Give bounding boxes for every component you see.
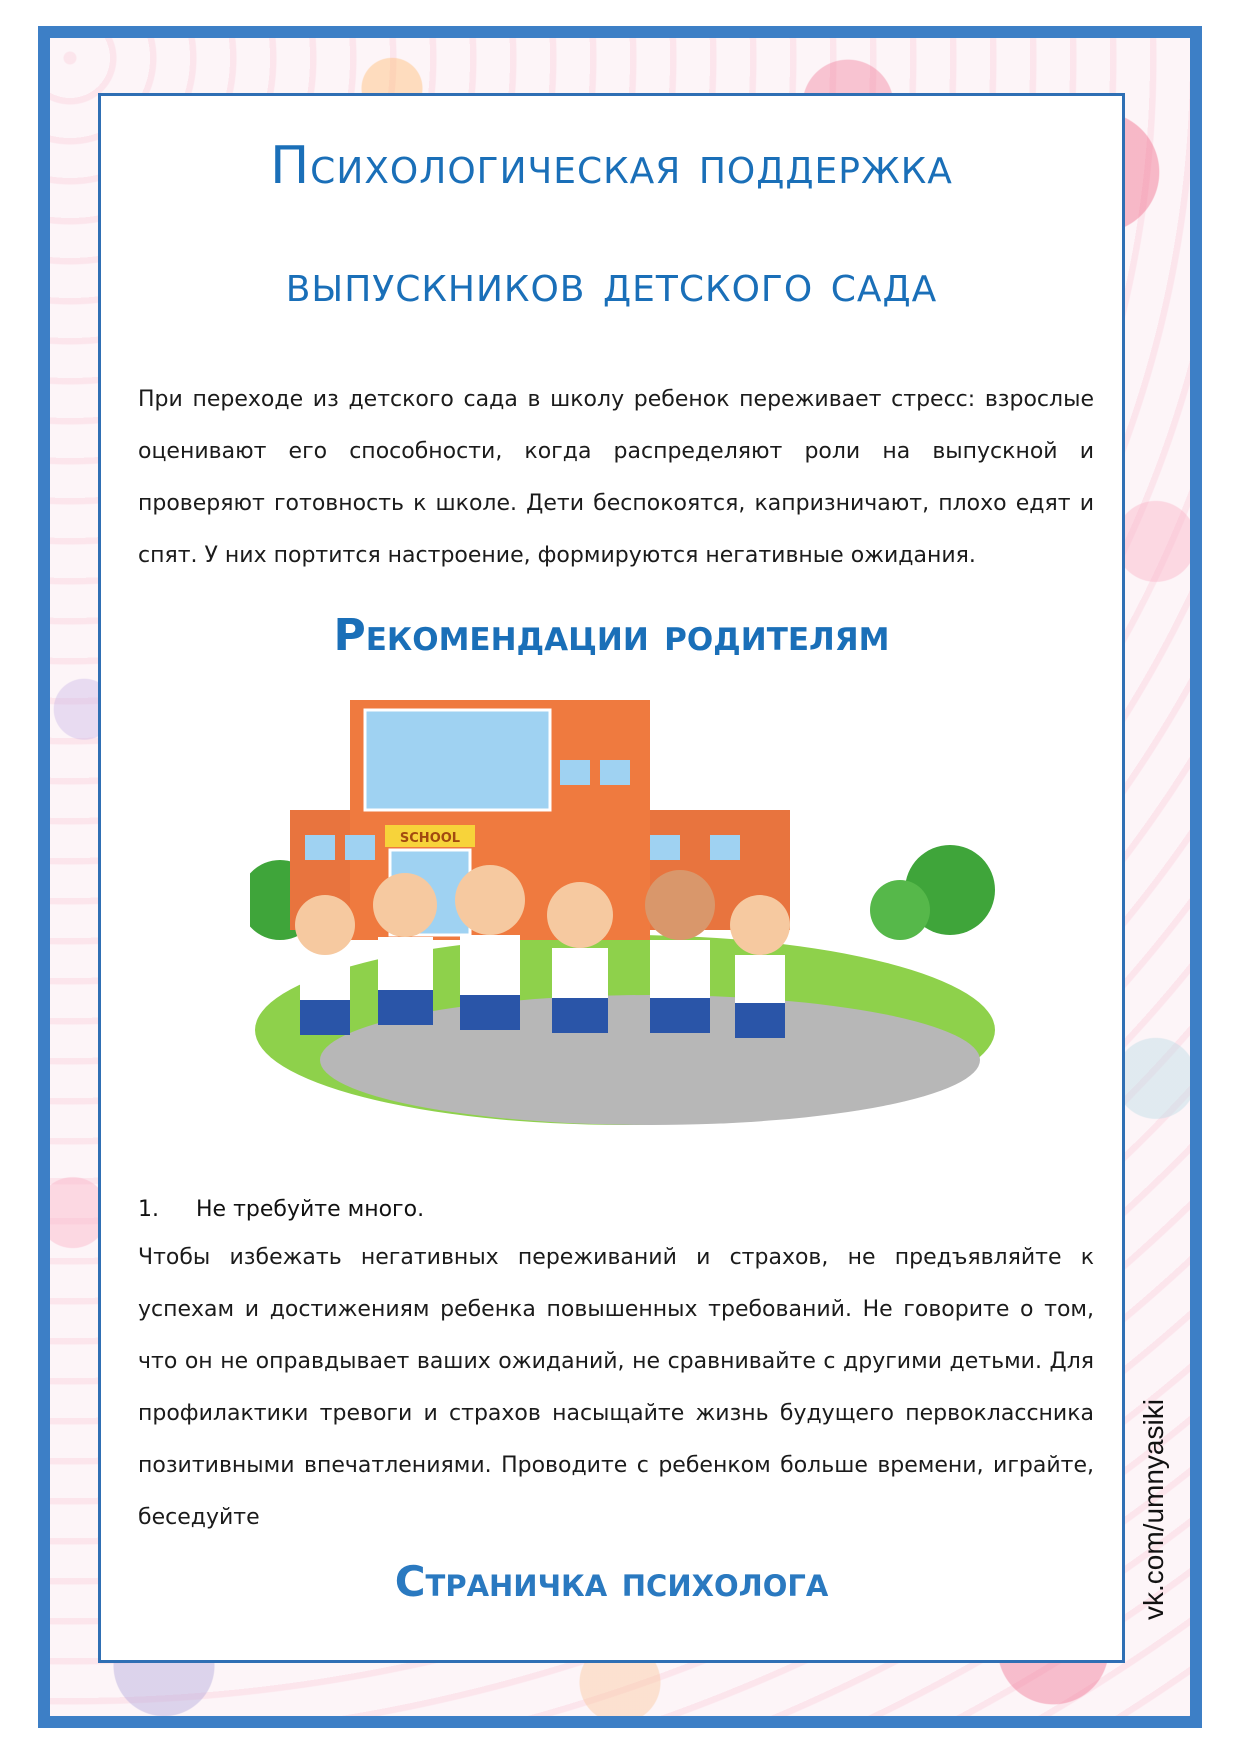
child-3: [455, 865, 525, 1030]
recommendation-heading: [138, 1190, 1094, 1230]
window-4: [600, 760, 630, 785]
child-4: [547, 882, 613, 1033]
tree-right-2: [870, 880, 930, 940]
child-1: [295, 895, 355, 1035]
section-subtitle: Рекомендации родителям: [333, 610, 890, 661]
source-url: vk.com/umnyasiki: [1138, 1399, 1169, 1620]
window-3: [560, 760, 590, 785]
recommendation-body: Чтобы избежать негативных переживаний и страхов, не предъявляйте к успехам и достижениям ребенка повышенных требований. Не говорите о том, что он не оправдывает ваших ожиданий, не сравнивайте с другими детьми. Для профилактики тревоги и страхов насыщайте жизнь будущего первоклассника позитивными впечатлениями. Проводите с ребенком больше времени, играйте, беседуйте: [138, 1245, 1094, 1530]
window-6: [710, 835, 740, 860]
recommendation-number: 1.: [138, 1197, 159, 1222]
recommendation-title: Не требуйте много.: [196, 1197, 425, 1222]
window-5: [650, 835, 680, 860]
window-2: [345, 835, 375, 860]
intro-paragraph: При переходе из детского сада в школу ребенок переживает стресс: взрослые оценивают его способности, когда распределяют роли на выпускной и проверяют готовность к школе. Дети беспокоятся, капризничают, плохо едят и спят. У них портится настроение, формируются негативные ожидания.: [138, 387, 1094, 568]
school-children-illustration: [250, 700, 1000, 1130]
school-sign-text: SCHOOL: [399, 831, 461, 846]
page-title-line-1: Психологическая поддержка: [270, 136, 953, 196]
footer-title: Страничка психолога: [394, 1557, 829, 1606]
window-1: [305, 835, 335, 860]
school-tower-glass: [365, 710, 550, 810]
child-5: [645, 870, 715, 1033]
child-2: [373, 873, 437, 1025]
page-title-line-2: выпускников детского сада: [285, 254, 938, 314]
child-6: [730, 895, 790, 1038]
